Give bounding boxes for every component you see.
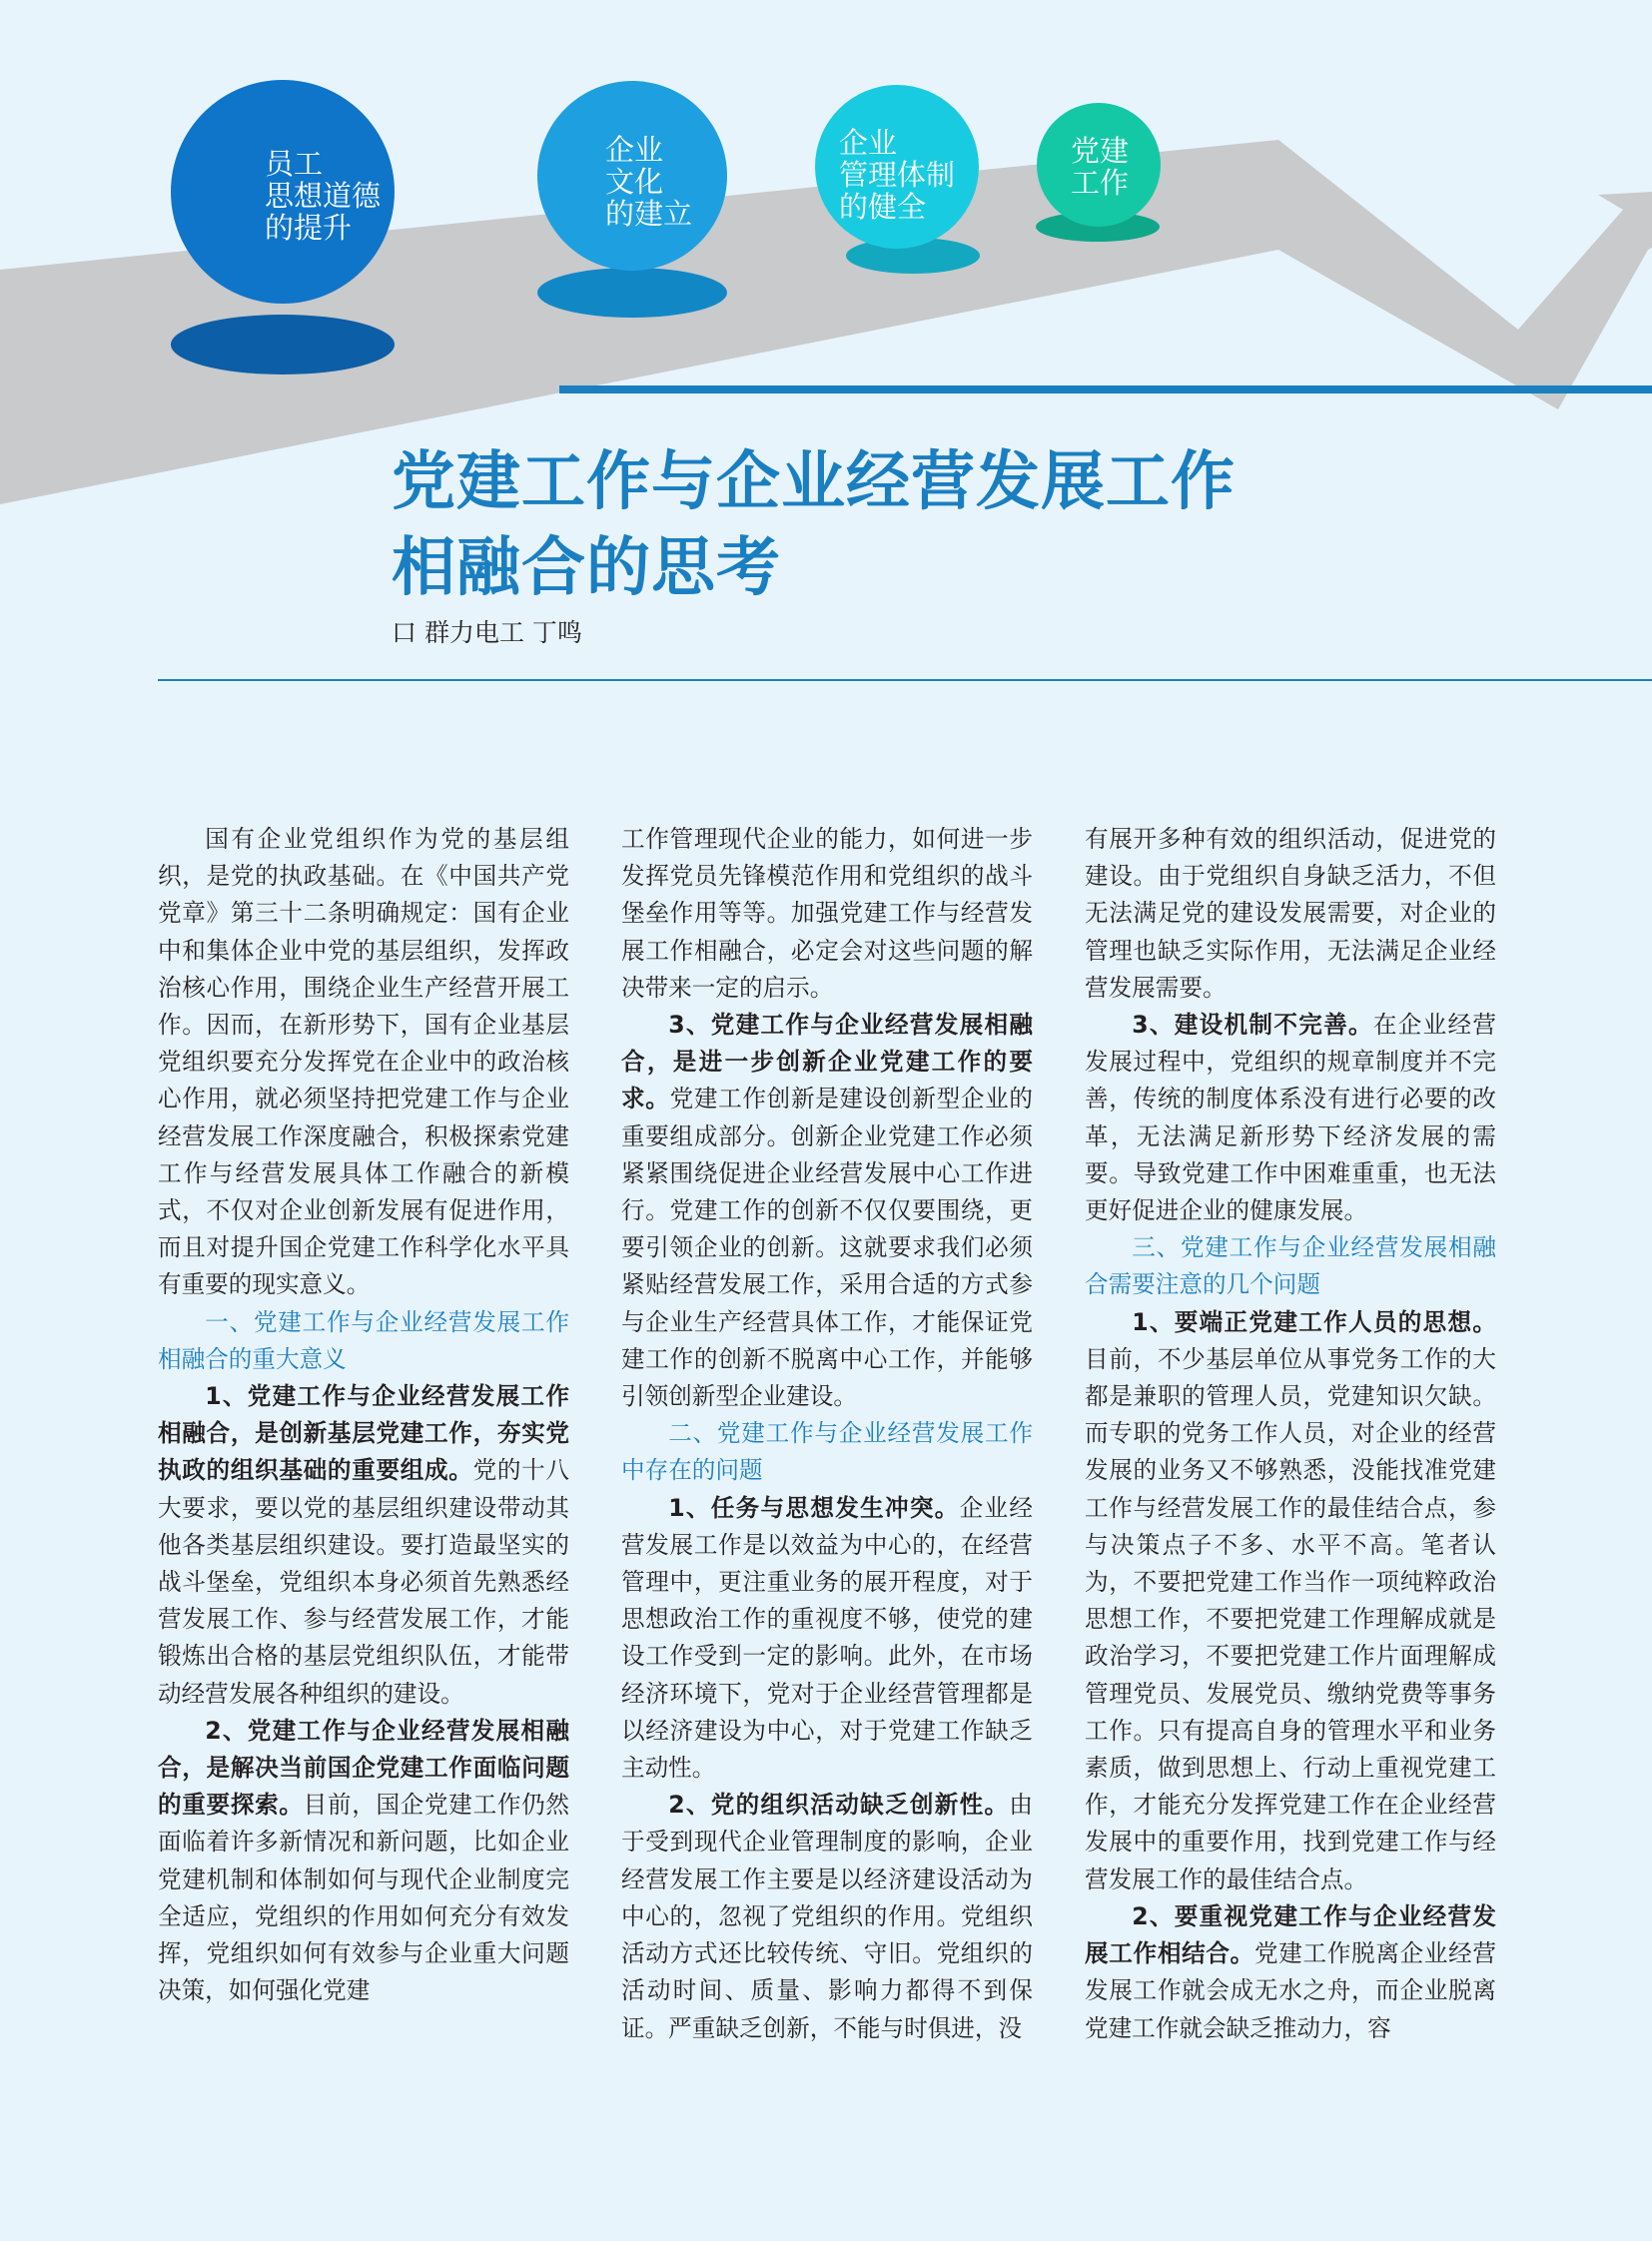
circle-label-2: 企业 文化 的建立 [605, 133, 693, 231]
paragraph-2-1 [621, 1490, 1033, 1788]
paragraph-1-2-lead: 2、党建工作与企业经营发展相融合，是解决当前国企党建工作面临问题的重要探索。 [158, 1716, 569, 1820]
paragraph-2-3 [1085, 1007, 1496, 1229]
paragraph-1-2 [158, 1713, 569, 2010]
paragraph-1-2-text: 目前，国企党建工作仍然面临着许多新情况和新问题，比如企业党建机制和体制如何与现代企业制度完全适应，党组织的作用如何充分有效发挥，党组织如何有效参与企业重大问题决策，如何强化党建 [158, 1791, 570, 2005]
paragraph-1-3-lead: 3、党建工作与企业经营发展相融合，是进一步创新企业党建工作的要求。 [621, 1011, 1033, 1114]
paragraph-3-2 [1085, 1898, 1496, 2047]
paragraph-1-2-continued: 工作管理现代企业的能力，如何进一步发挥党员先锋模范作用和党组织的战斗堡垒作用等等。加强党建工作与经营发展工作相融合，必定会对这些问题的解决带来一定的启示。 [621, 825, 1033, 1002]
banner-line [559, 385, 1652, 393]
text-column-1 [158, 821, 569, 2010]
circle-shadow-1 [171, 315, 395, 374]
paragraph-1-3 [621, 1007, 1033, 1415]
circle-label-4: 党建 工作 [1071, 134, 1130, 200]
paragraph-3-2-lead: 2、要重视党建工作与企业经营发展工作相结合。 [1085, 1901, 1496, 1968]
paragraph-2-1-lead: 1、任务与思想发生冲突。 [668, 1493, 960, 1522]
paragraph-2-2-continued: 有展开多种有效的组织活动，促进党的建设。由于党组织自身缺乏活力，不但无法满足党的建设发展需要，对企业的管理也缺乏实际作用，无法满足企业经营发展需要。 [1085, 825, 1496, 1002]
section-heading-3: 三、党建工作与企业经营发展相融合需要注意的几个问题 [1085, 1233, 1496, 1299]
paragraph-2-3-lead: 3、建设机制不完善。 [1132, 1011, 1373, 1040]
paragraph-3-2-text: 党建工作脱离企业经营发展工作就会成无水之舟，而企业脱离党建工作就会缺乏推动力，容 [1085, 1939, 1497, 2042]
paragraph-1-1-text: 党的十八大要求，要以党的基层组织建设带动其他各类基层组织建设。要打造最坚实的战斗堡垒，党组织本身必须首先熟悉经营发展工作、参与经营发展工作，才能锻炼出合格的基层党组织队伍，才能带动经营发展各种组织的建设。 [158, 1456, 570, 1708]
paragraph-3-1-text: 目前，不少基层单位从事党务工作的大都是兼职的管理人员，党建知识欠缺。而专职的党务工作人员，对企业的经营发展的业务又不够熟悉，没能找准党建工作与经营发展工作的最佳结合点，参与决策点子不多、水平不高。笔者认为，不要把党建工作当作一项纯粹政治思想工作，不要把党建工作理解成就是政治学习，不要把党建工作片面理解成管理党员、发展党员、缴纳党费等事务工作。只有提高自身的管理水平和业务素质，做到思想上、行动上重视党建工作，才能充分发挥党建工作在企业经营发展中的重要作用，找到党建工作与经营发展工作的最佳结合点。 [1085, 1344, 1496, 1893]
paragraph-2-1-text: 企业经营发展工作是以效益为中心的，在经营管理中，更注重业务的展开程度，对于思想政治工作的重视度不够，使党的建设工作受到一定的影响。此外，在市场经济环境下，党对于企业经营管理都是以经济建设为中心，对于党建工作缺乏主动性。 [621, 1493, 1034, 1783]
paragraph-3-1 [1085, 1304, 1496, 1898]
title-divider [158, 679, 1652, 681]
article-byline: 口 群力电工 丁鸣 [392, 618, 582, 647]
paragraph-1-1 [158, 1378, 569, 1713]
circle-label-3: 企业 管理体制 的健全 [839, 126, 956, 224]
paragraph-intro: 国有企业党组织作为党的基层组织，是党的执政基础。在《中国共产党党章》第三十二条明确规定：国有企业中和集体企业中党的基层组织，发挥政治核心作用，围绕企业生产经营开展工作。因而，在新形势下，国有企业基层党组织要充分发挥党在企业中的政治核心作用，就必须坚持把党建工作与企业经营发展工作深度融合，积极探索党建工作与经营发展具体工作融合的新模式，不仅对企业创新发展有促进作用，而且对提升国企党建工作科学化水平具有重要的现实意义。 [158, 825, 569, 1299]
paragraph-2-2-lead: 2、党的组织活动缺乏创新性。 [668, 1791, 1010, 1820]
paragraph-2-2-text: 由于受到现代企业管理制度的影响，企业经营发展工作主要是以经济建设活动为中心的，忽视了党组织的作用。党组织活动方式还比较传统、守旧。党组织的活动时间、质量、影响力都得不到保证。严重缺乏创新，不能与时俱进，没 [621, 1791, 1033, 2042]
section-heading-2: 二、党建工作与企业经营发展工作中存在的问题 [621, 1419, 1033, 1485]
article-title: 党建工作与企业经营发展工作 相融合的思考 [392, 445, 1236, 605]
paragraph-2-3-text: 在企业经营发展过程中，党组织的规章制度并不完善，传统的制度体系没有进行必要的改革，无法满足新形势下经济发展的需要。导致党建工作中困难重重，也无法更好促进企业的健康发展。 [1085, 1011, 1497, 1225]
section-heading-1: 一、党建工作与企业经营发展工作相融合的重大意义 [158, 1307, 569, 1373]
paragraph-1-1-lead: 1、党建工作与企业经营发展工作相融合，是创新基层党建工作，夯实党执政的组织基础的重要组成。 [158, 1382, 569, 1485]
paragraph-3-1-lead: 1、要端正党建工作人员的思想。 [1132, 1307, 1496, 1336]
circle-label-1: 员工 思想道德 的提升 [265, 147, 382, 245]
paragraph-2-2 [621, 1787, 1033, 2046]
text-column-3 [1085, 821, 1496, 2047]
text-column-2 [621, 821, 1033, 2047]
paragraph-1-3-text: 党建工作创新是建设创新型企业的重要组成部分。创新企业党建工作必须紧紧围绕促进企业经营发展中心工作进行。党建工作的创新不仅仅要围绕，更要引领企业的创新。这就要求我们必须紧贴经营发展工作，采用合适的方式参与企业生产经营具体工作，才能保证党建工作的创新不脱离中心工作，并能够引领创新型企业建设。 [621, 1085, 1034, 1411]
circle-shadow-2 [537, 268, 727, 318]
